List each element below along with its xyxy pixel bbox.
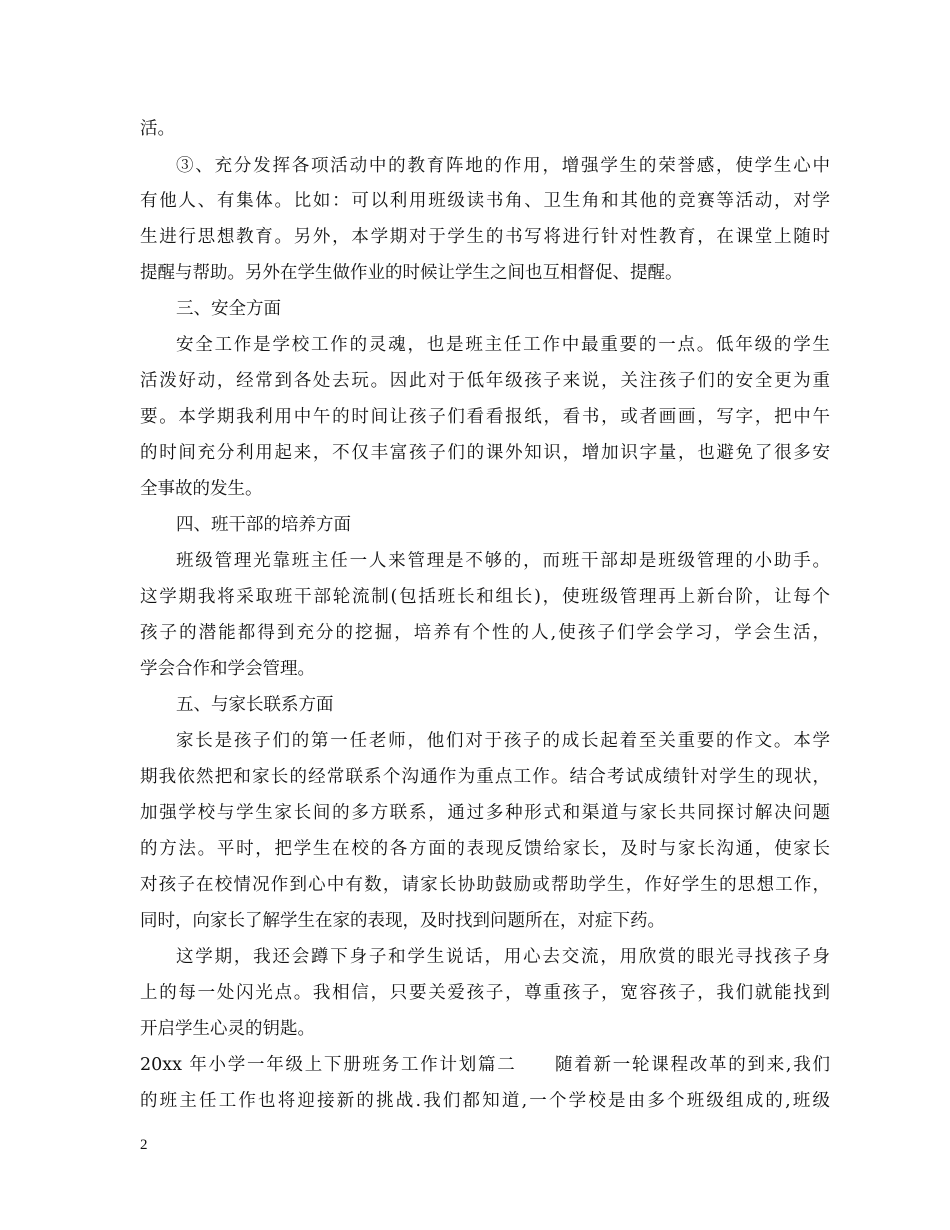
text-line: 的方法。平时，把学生在校的各方面的表现反馈给家长，及时与家长沟通，使家长 [140, 839, 830, 859]
text-line: 生进行思想教育。另外，本学期对于学生的书写将进行针对性教育，在课堂上随时 [140, 227, 830, 247]
text-line: 这学期，我还会蹲下身子和学生说话，用心去交流，用欣赏的眼光寻找孩子身 [176, 947, 830, 967]
text-line: 学会合作和学会管理。 [140, 659, 315, 679]
text-line: 开启学生心灵的钥匙。 [140, 1019, 315, 1039]
text-line: 全事故的发生。 [140, 479, 263, 499]
text-line: 孩子的潜能都得到充分的挖掘，培养有个性的人,使孩子们学会学习，学会生活， [140, 623, 830, 643]
text-line: 期我依然把和家长的经常联系个沟通作为重点工作。结合考试成绩针对学生的现状， [140, 767, 830, 787]
page-number: 2 [140, 1137, 148, 1153]
text-line: 要。本学期我利用中午的时间让孩子们看看报纸，看书，或者画画，写字，把中午 [140, 407, 830, 427]
section-heading: 四、班干部的培养方面 [176, 515, 351, 535]
text-line: 安全工作是学校工作的灵魂，也是班主任工作中最重要的一点。低年级的学生 [176, 335, 830, 355]
text-line: 提醒与帮助。另外在学生做作业的时候让学生之间也互相督促、提醒。 [140, 263, 683, 283]
text-line: 20xx 年小学一年级上下册班务工作计划篇二 随着新一轮课程改革的到来,我们 [140, 1055, 830, 1075]
text-line: 同时，向家长了解学生在家的表现，及时找到问题所在，对症下药。 [140, 911, 665, 931]
text-line: ③、充分发挥各项活动中的教育阵地的作用，增强学生的荣誉感，使学生心中 [176, 156, 830, 176]
section-heading: 三、安全方面 [176, 299, 281, 319]
text-line: 班级管理光靠班主任一人来管理是不够的，而班干部却是班级管理的小助手。 [176, 551, 830, 571]
text-line: 活泼好动，经常到各处去玩。因此对于低年级孩子来说，关注孩子们的安全更为重 [140, 371, 830, 391]
text-line: 的时间充分利用起来，不仅丰富孩子们的课外知识，增加识字量，也避免了很多安 [140, 443, 830, 463]
text-line: 家长是孩子们的第一任老师，他们对于孩子的成长起着至关重要的作文。本学 [176, 731, 830, 751]
text-line: 有他人、有集体。比如：可以利用班级读书角、卫生角和其他的竞赛等活动，对学 [140, 191, 830, 211]
text-line: 活。 [140, 119, 175, 139]
text-line: 这学期我将采取班干部轮流制(包括班长和组长)，使班级管理再上新台阶，让每个 [140, 587, 830, 607]
text-line: 加强学校与学生家长间的多方联系，通过多种形式和渠道与家长共同探讨解决问题 [140, 803, 830, 823]
text-line: 上的每一处闪光点。我相信，只要关爱孩子，尊重孩子，宽容孩子，我们就能找到 [140, 983, 830, 1003]
text-line: 的班主任工作也将迎接新的挑战.我们都知道,一个学校是由多个班级组成的,班级 [140, 1091, 830, 1111]
text-line: 对孩子在校情况作到心中有数，请家长协助鼓励或帮助学生，作好学生的思想工作， [140, 875, 830, 895]
section-heading: 五、与家长联系方面 [176, 695, 334, 715]
